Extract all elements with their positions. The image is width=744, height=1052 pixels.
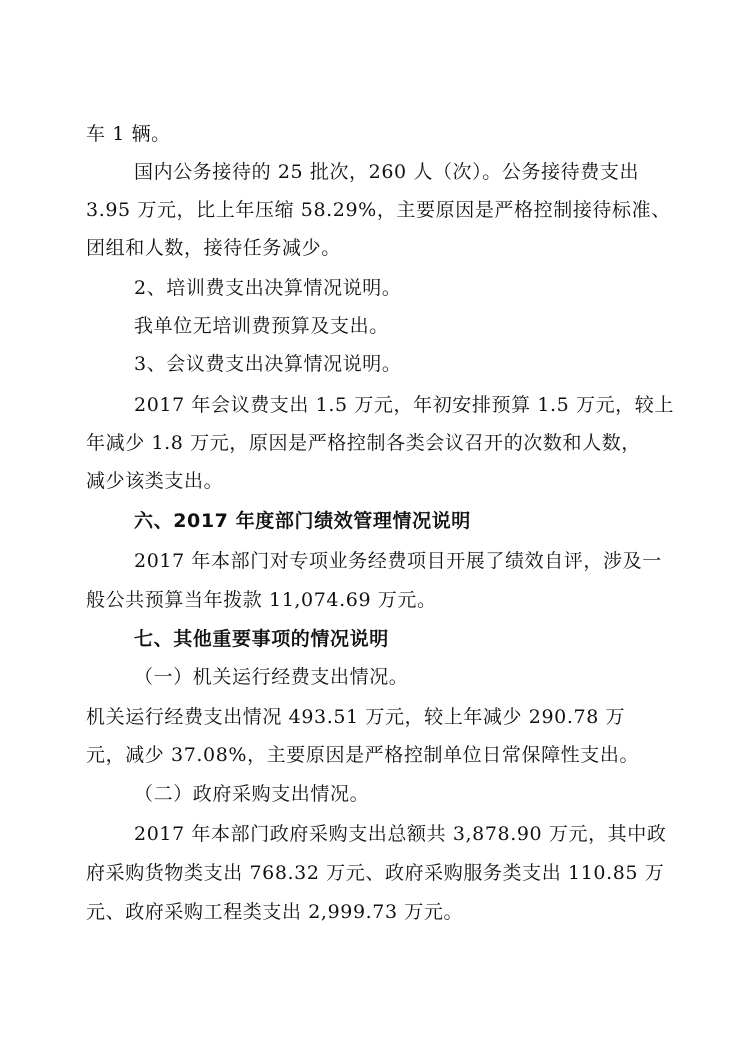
text-line: 2017 年本部门对专项业务经费项目开展了绩效自评，涉及一 [134, 550, 662, 572]
text-line: 车 1 辆。 [86, 123, 171, 145]
text-line: 减少该类支出。 [86, 470, 224, 492]
subsection-heading: 2、培训费支出决算情况说明。 [134, 277, 402, 299]
section-heading: 六、2017 年度部门绩效管理情况说明 [134, 510, 471, 532]
text-line: 元，减少 37.08%，主要原因是严格控制单位日常保障性支出。 [86, 744, 640, 766]
text-line: 元、政府采购工程类支出 2,999.73 万元。 [86, 901, 464, 923]
text-line: 3.95 万元，比上年压缩 58.29%，主要原因是严格控制接待标准、 [86, 199, 671, 221]
text-line: 2017 年本部门政府采购支出总额共 3,878.90 万元，其中政 [134, 823, 667, 845]
text-line: 机关运行经费支出情况 493.51 万元，较上年减少 290.78 万 [86, 706, 626, 728]
text-line: 府采购货物类支出 768.32 万元、政府采购服务类支出 110.85 万 [86, 862, 665, 884]
section-heading: 七、其他重要事项的情况说明 [134, 628, 389, 650]
subsection-heading: （一）机关运行经费支出情况。 [134, 666, 409, 688]
text-line: 年减少 1.8 万元，原因是严格控制各类会议召开的次数和人数， [86, 432, 641, 454]
text-line: 国内公务接待的 25 批次，260 人（次）。公务接待费支出 [134, 161, 640, 183]
subsection-heading: （二）政府采购支出情况。 [134, 783, 370, 805]
text-line: 般公共预算当年拨款 11,074.69 万元。 [86, 589, 437, 611]
subsection-heading: 3、会议费支出决算情况说明。 [134, 353, 402, 375]
text-line: 我单位无培训费预算及支出。 [134, 315, 389, 337]
text-line: 2017 年会议费支出 1.5 万元，年初安排预算 1.5 万元，较上 [134, 394, 674, 416]
text-line: 团组和人数，接待任务减少。 [86, 237, 341, 259]
